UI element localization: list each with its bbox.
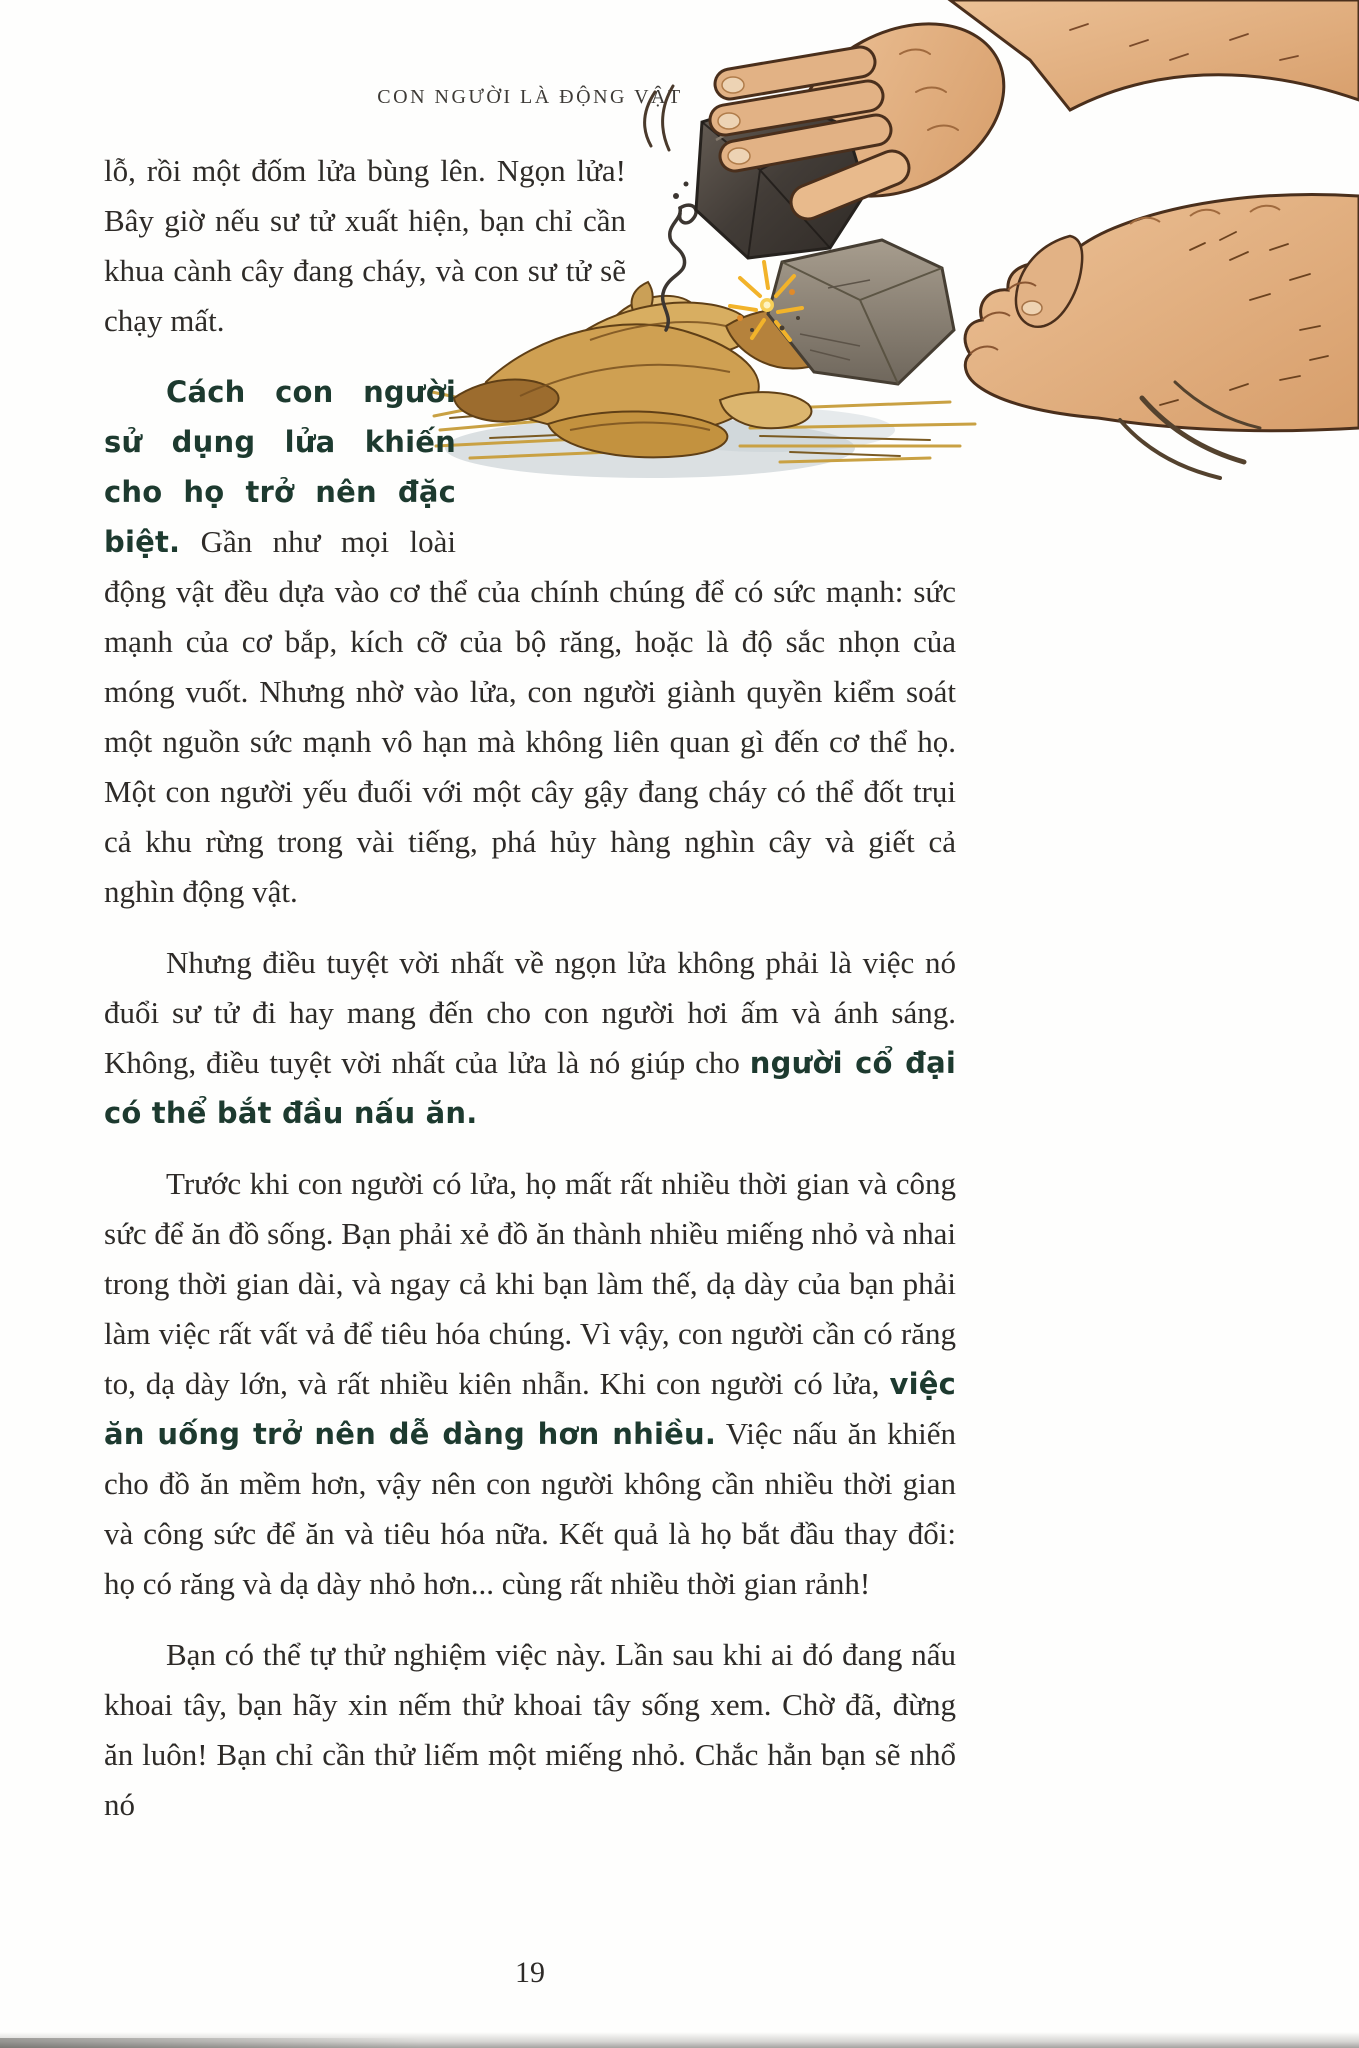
lower-hand [965, 194, 1359, 430]
paragraph-2-text: Gần như mọi loài động vật đều dựa vào cơ thể của chính chúng để có sức mạnh: sức mạnh của cơ bắp, kích cỡ của bộ răng, hoặc là độ sắc nhọn của móng vuốt. Nhưng nhờ vào lửa, con người giành quyền kiểm soát một nguồn sức mạnh vô hạn mà không liên quan gì đến cơ thể họ. Một con người yếu đuối với một cây gậy đang cháy có thể đốt trụi cả khu rừng trong vài tiếng, phá hủy hàng nghìn cây và giết cả nghìn động vật. [104, 524, 956, 909]
running-header: CON NGƯỜI LÀ ĐỘNG VẬT [377, 86, 683, 108]
page-number: 19 [515, 1956, 545, 1989]
paragraph-4-text-rest: Việc nấu ăn khiến cho đồ ăn mềm hơn, vậy nên con người không cần nhiều thời gian và công sức để ăn và tiêu hóa nữa. Kết quả là họ bắt đầu thay đổi: họ có răng và dạ dày nhỏ hơn... cùng rất nhiều thời gian rảnh! [104, 1416, 956, 1601]
illustration-wrap-spacer-1 [626, 146, 956, 346]
handwritten-emphasis-2: người cổ đại có thể bắt đầu nấu ăn. [104, 1046, 957, 1130]
illustration-wrap-spacer-2 [456, 346, 956, 551]
page-bottom-shadow-left [0, 2038, 420, 2048]
paragraph-3-text: Nhưng điều tuyệt vời nhất về ngọn lửa không phải là việc nó đuổi sư tử đi hay mang đến cho con người hơi ấm và ánh sáng. Không, điều tuyệt vời nhất của lửa là nó giúp cho [104, 945, 956, 1080]
paragraph-5 [104, 1630, 956, 1830]
handwritten-emphasis-3: việc ăn uống trở nên dễ dàng hơn nhiều. [104, 1367, 956, 1451]
motion-lines-top [645, 86, 673, 150]
body-text [104, 146, 956, 1851]
paragraph-5-text: Bạn có thể tự thử nghiệm việc này. Lần sau khi ai đó đang nấu khoai tây, bạn hãy xin nếm thử khoai tây sống xem. Chờ đã, đừng ăn luôn! Bạn chỉ cần thử liếm một miếng nhỏ. Chắc hẳn bạn sẽ nhổ nó [104, 1637, 956, 1822]
paragraph-4 [104, 1159, 956, 1609]
handwritten-emphasis-1: Cách con người sử dụng lửa khiến cho họ trở nên đặc biệt. [104, 375, 456, 559]
paragraph-3 [104, 938, 956, 1138]
paragraph-4-text-start: Trước khi con người có lửa, họ mất rất nhiều thời gian và công sức để ăn đồ sống. Bạn phải xẻ đồ ăn thành nhiều miếng nhỏ và nhai trong thời gian dài, và ngay cả khi bạn làm thế, dạ dày của bạn phải làm việc rất vất vả để tiêu hóa chúng. Vì vậy, con người cần có răng to, dạ dày lớn, và rất nhiều kiên nhẫn. Khi con người có lửa, [104, 1166, 956, 1401]
top-forearm [950, 0, 1359, 110]
paragraph-1-text: lỗ, rồi một đốm lửa bùng lên. Ngọn lửa! Bây giờ nếu sư tử xuất hiện, bạn chỉ cần khua cành cây đang cháy, và con sư tử sẽ chạy mất. [104, 153, 626, 338]
